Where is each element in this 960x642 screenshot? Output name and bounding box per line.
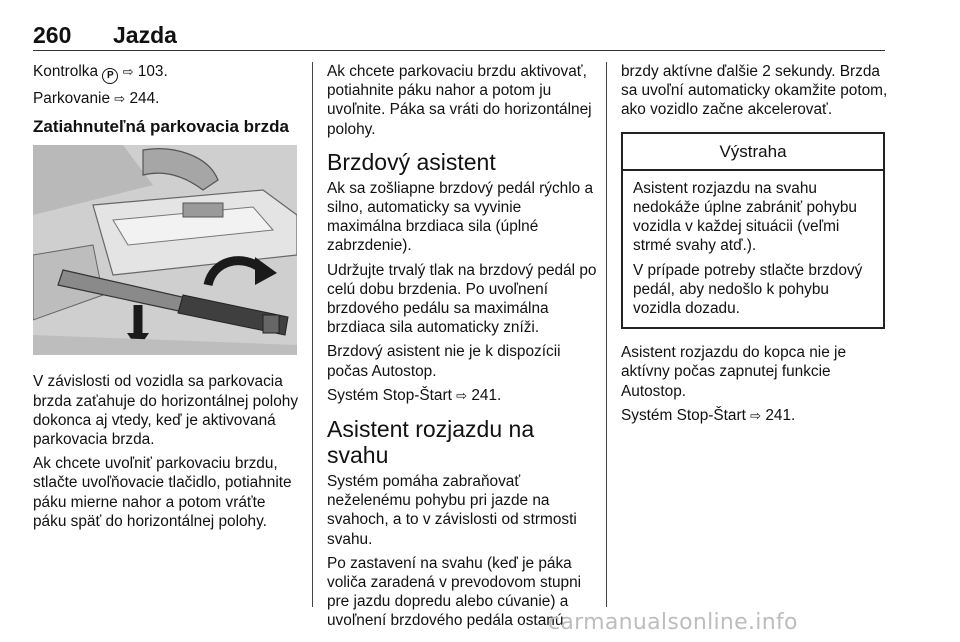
page-ref-arrow-icon: ⇨: [456, 388, 468, 404]
column-3: [621, 62, 891, 431]
column-divider: [312, 62, 313, 607]
warning-box: [621, 132, 885, 330]
ref-line: Parkovanie ⇨ 244.: [33, 90, 160, 107]
paragraph: Ak chcete parkovaciu brzdu aktivovať, potiahnite páku nahor a potom ju uvoľnite. Páka sa vráti do horizontálnej polohy.: [327, 63, 592, 138]
page-ref-link[interactable]: 103.: [137, 63, 168, 80]
parking-brake-lever-image: [33, 145, 297, 355]
subsection-heading: Zatiahnuteľná parkovacia brzda: [33, 117, 289, 137]
column-divider: [606, 62, 607, 607]
paragraph: Ak sa zošliapne brzdový pedál rýchlo a silno, automaticky sa vyvinie maximálna brzdiaca sila (úplné zabrzdenie).: [327, 179, 594, 255]
paragraph: brzdy aktívne ďalšie 2 sekundy. Brzda sa uvoľní automaticky okamžite potom, ako vozidlo začne akcelerovať.: [621, 63, 888, 119]
parking-brake-lamp-icon: P: [102, 68, 118, 84]
paragraph: Asistent rozjazdu do kopca nie je aktívny počas zapnutej funkcie Autostop.: [621, 344, 847, 400]
page-ref-arrow-icon: ⇨: [114, 92, 126, 107]
column-1: [33, 62, 303, 536]
page-ref-link[interactable]: 241.: [471, 386, 502, 404]
warning-paragraph: V prípade potreby stlačte brzdový pedál, aby nedošlo k pohybu vozidla dozadu.: [633, 261, 863, 318]
page-ref-arrow-icon: ⇨: [122, 65, 134, 80]
page-ref-link[interactable]: 244.: [129, 90, 160, 107]
watermark: carmanualsonline.info: [548, 610, 798, 635]
page-ref-link[interactable]: 241.: [765, 406, 796, 424]
paragraph: V závislosti od vozidla sa parkovacia brzda zaťahuje do horizontálnej polohy dokonca aj vtedy, keď je aktivovaná parkovacia brzda.: [33, 373, 299, 449]
paragraph: Systém pomáha zabraňovať neželenému pohybu pri jazde na svahoch, a to v závislosti od strmosti svahu.: [327, 473, 577, 548]
ref-line: Systém Stop-Štart ⇨ 241.: [621, 406, 796, 424]
page-number: 260: [33, 22, 72, 48]
parking-brake-illustration: [33, 145, 297, 355]
page-ref-arrow-icon: ⇨: [750, 408, 762, 424]
warning-paragraph: Asistent rozjazdu na svahu nedokáže úplne zabrániť pohybu vozidla v každej situácii (veľmi strmé svahy atď.).: [633, 179, 857, 255]
paragraph: Po zastavení na svahu (keď je páka voliča zaradená v prevodovom stupni pre jazdu dopredu alebo cúvanie) a uvoľnení brzdového pedála ostanú: [327, 554, 582, 630]
paragraph: Udržujte trvalý tlak na brzdový pedál po celú dobu brzdenia. Po uvoľnení brzdového pedálu sa maximálna brzdiaca sila automaticky zníži.: [327, 261, 597, 337]
paragraph: Ak chcete uvoľniť parkovaciu brzdu, stlačte uvoľňovacie tlačidlo, potiahnite páku mierne nahor a potom vráťte páku späť do horizontálnej polohy.: [33, 455, 292, 530]
section-heading-brake-assist: Brzdový asistent: [327, 148, 496, 175]
paragraph: Brzdový asistent nie je k dispozícii počas Autostop.: [327, 343, 561, 380]
page-header: [33, 22, 885, 51]
section-title: Jazda: [113, 22, 177, 48]
warning-title: Výstraha: [623, 134, 883, 171]
section-heading-hill-start-assist: Asistent rozjazdu na svahu: [327, 416, 535, 469]
ref-line: Systém Stop-Štart ⇨ 241.: [327, 386, 502, 404]
column-2: [327, 62, 597, 636]
ref-line: Kontrolka P ⇨ 103.: [33, 62, 303, 84]
